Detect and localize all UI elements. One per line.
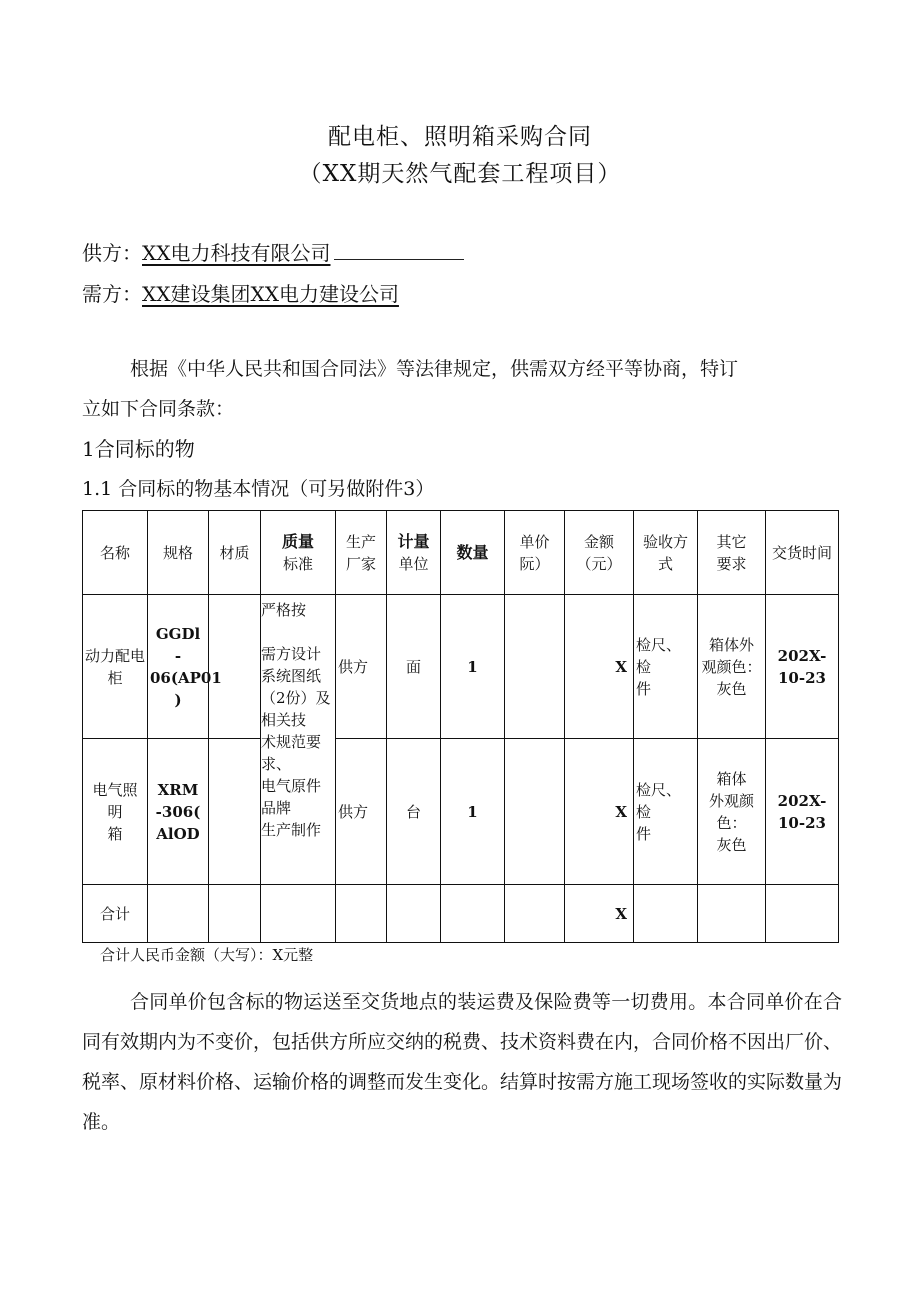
- row1-other-line1: 箱体外: [708, 635, 754, 654]
- header-other-line1: 其它: [716, 532, 747, 551]
- total-empty-cell: [634, 885, 698, 943]
- row2-delivery-line1: 202X-: [777, 791, 827, 810]
- row1-accept-line2: 件: [636, 679, 652, 698]
- header-amount-line1: 金额: [583, 532, 614, 551]
- row2-other-line2: 外观颜: [708, 791, 754, 810]
- header-spec: 规格: [148, 511, 209, 595]
- quality-line: 生产制作: [261, 821, 322, 839]
- row2-other-line1: 箱体: [716, 769, 747, 788]
- quality-line: （2份）及: [261, 689, 331, 707]
- row1-spec: [148, 595, 222, 739]
- row2-spec-line3: AlOD: [156, 824, 200, 843]
- header-maker-line2: 厂家: [345, 554, 376, 573]
- header-unit: [387, 511, 441, 595]
- row1-accept-line1: 检尺、检: [636, 635, 682, 676]
- row2-delivery: [766, 739, 839, 885]
- row2-other-line3: 色：: [716, 813, 747, 832]
- row1-amount: X: [565, 595, 634, 739]
- total-empty-cell: [261, 885, 336, 943]
- row2-delivery-line2: 10-23: [778, 813, 826, 832]
- row1-spec-line4: ): [174, 690, 182, 709]
- row2-other: [698, 739, 766, 885]
- quality-line: 系统图纸: [261, 667, 322, 685]
- row1-unit: 面: [387, 595, 441, 739]
- header-delivery: 交货时间: [766, 511, 839, 595]
- quality-line: 需方设计: [261, 645, 322, 663]
- quality-standard-text: [261, 599, 335, 841]
- row2-accept-line1: 检尺、检: [636, 780, 682, 821]
- row2-spec-line2: -306(: [155, 802, 201, 821]
- section-1-heading: 1合同标的物: [82, 437, 195, 461]
- header-accept-line1: 验收方: [642, 532, 688, 551]
- row2-acceptance: [634, 739, 698, 885]
- total-empty-cell: [387, 885, 441, 943]
- header-material: 材质: [209, 511, 261, 595]
- header-price-line2: 阮）: [519, 554, 550, 573]
- total-empty-cell: [698, 885, 766, 943]
- row1-delivery-line2: 10-23: [778, 668, 826, 687]
- section-1-1-heading: 1.1 合同标的物基本情况（可另做附件3）: [82, 478, 435, 500]
- row1-other-line3: 灰色: [716, 679, 747, 698]
- header-accept-line2: 式: [657, 554, 673, 573]
- intro-line-2: 立如下合同条款：: [82, 398, 235, 420]
- header-price: [505, 511, 565, 595]
- quality-standard-cell: [261, 595, 336, 885]
- row1-price: [505, 595, 565, 739]
- row2-name: [83, 739, 148, 885]
- row1-maker: 供方: [336, 595, 387, 739]
- quality-line: 术规范要: [261, 733, 322, 751]
- header-amount: [565, 511, 634, 595]
- supplier-blank-line: [334, 243, 464, 260]
- total-amount-in-words: 合计人民币金额（大写）：X元整: [100, 946, 314, 964]
- buyer-name: XX建设集团XX电力建设公司: [142, 282, 399, 306]
- price-paragraph: 合同单价包含标的物运送至交货地点的装运费及保险费等一切费用。本合同单价在合同有效期内为不变价，包括供方所应交纳的税费、技术资料费在内，合同价格不因出厂价、税率、原材料价格、运输价格的调整而发生变化。结算时按需方施工现场签收的实际数量为准。: [82, 991, 843, 1133]
- quality-line: 电气原件: [261, 777, 322, 795]
- document-title: 配电柜、照明箱采购合同: [328, 124, 592, 150]
- row2-unit: 台: [387, 739, 441, 885]
- header-qty: 数量: [441, 511, 505, 595]
- buyer-line: [82, 278, 399, 307]
- header-quality: [261, 511, 336, 595]
- quality-line: 求、: [261, 755, 292, 773]
- row1-other: [698, 595, 766, 739]
- total-label: 合计: [83, 885, 148, 943]
- header-acceptance: [634, 511, 698, 595]
- row1-name-line2: 柜: [107, 668, 123, 687]
- total-empty-cell: [336, 885, 387, 943]
- quality-line: 严格按: [261, 601, 307, 619]
- row2-qty: 1: [441, 739, 505, 885]
- row1-name-line1: 动力配电: [85, 646, 146, 665]
- row1-other-line2: 观颜色：: [701, 657, 762, 676]
- row2-accept-line2: 件: [636, 824, 652, 843]
- table-row: [83, 739, 839, 885]
- supplier-label: 供方：: [82, 241, 142, 265]
- row1-name: [83, 595, 148, 739]
- buyer-label: 需方：: [82, 282, 142, 306]
- row1-spec-line2: -: [174, 646, 182, 665]
- row2-material: [209, 739, 261, 885]
- table-header-row: [83, 511, 839, 595]
- header-unit-line2: 单位: [398, 554, 429, 573]
- row1-acceptance: [634, 595, 698, 739]
- row2-maker: 供方: [336, 739, 387, 885]
- header-other: [698, 511, 766, 595]
- row2-name-line1: 电气照: [92, 780, 138, 799]
- header-price-line1: 单价: [519, 532, 550, 551]
- document-subtitle: （XX期天然气配套工程项目）: [298, 161, 622, 187]
- intro-line-1: 根据《中华人民共和国合同法》等法律规定，供需双方经平等协商，特订: [130, 358, 739, 380]
- total-empty-cell: [505, 885, 565, 943]
- supplier-line: [82, 237, 464, 266]
- row2-price: [505, 739, 565, 885]
- table-row: [83, 595, 839, 739]
- header-maker-line1: 生产: [345, 532, 376, 551]
- row1-delivery-line1: 202X-: [777, 646, 827, 665]
- header-other-line2: 要求: [716, 554, 747, 573]
- header-quality-line2: 标准: [282, 554, 313, 573]
- total-empty-cell: [766, 885, 839, 943]
- row2-amount: X: [565, 739, 634, 885]
- row2-other-line4: 灰色: [716, 835, 747, 854]
- header-unit-line1: 计量: [397, 531, 430, 551]
- supplier-name: XX电力科技有限公司: [142, 241, 331, 265]
- row2-spec-line1: XRM: [157, 780, 199, 799]
- row1-spec-line3: 06(AP01: [150, 668, 222, 687]
- quality-line: 相关技: [261, 711, 307, 729]
- goods-table: [82, 510, 839, 943]
- row1-qty: 1: [441, 595, 505, 739]
- table-total-row: [83, 885, 839, 943]
- row1-material: [209, 595, 261, 739]
- total-empty-cell: [209, 885, 261, 943]
- row1-delivery: [766, 595, 839, 739]
- header-maker: [336, 511, 387, 595]
- header-amount-line2: （元）: [576, 554, 622, 573]
- header-quality-line1: 质量: [281, 531, 314, 551]
- row2-name-line2: 明: [107, 802, 123, 821]
- total-amount: X: [565, 885, 634, 943]
- header-name: 名称: [83, 511, 148, 595]
- row2-name-line3: 箱: [107, 824, 123, 843]
- total-empty-cell: [148, 885, 209, 943]
- row1-spec-line1: GGDl: [155, 624, 201, 643]
- quality-line: 品牌: [261, 799, 292, 817]
- row2-spec: [148, 739, 209, 885]
- total-empty-cell: [441, 885, 505, 943]
